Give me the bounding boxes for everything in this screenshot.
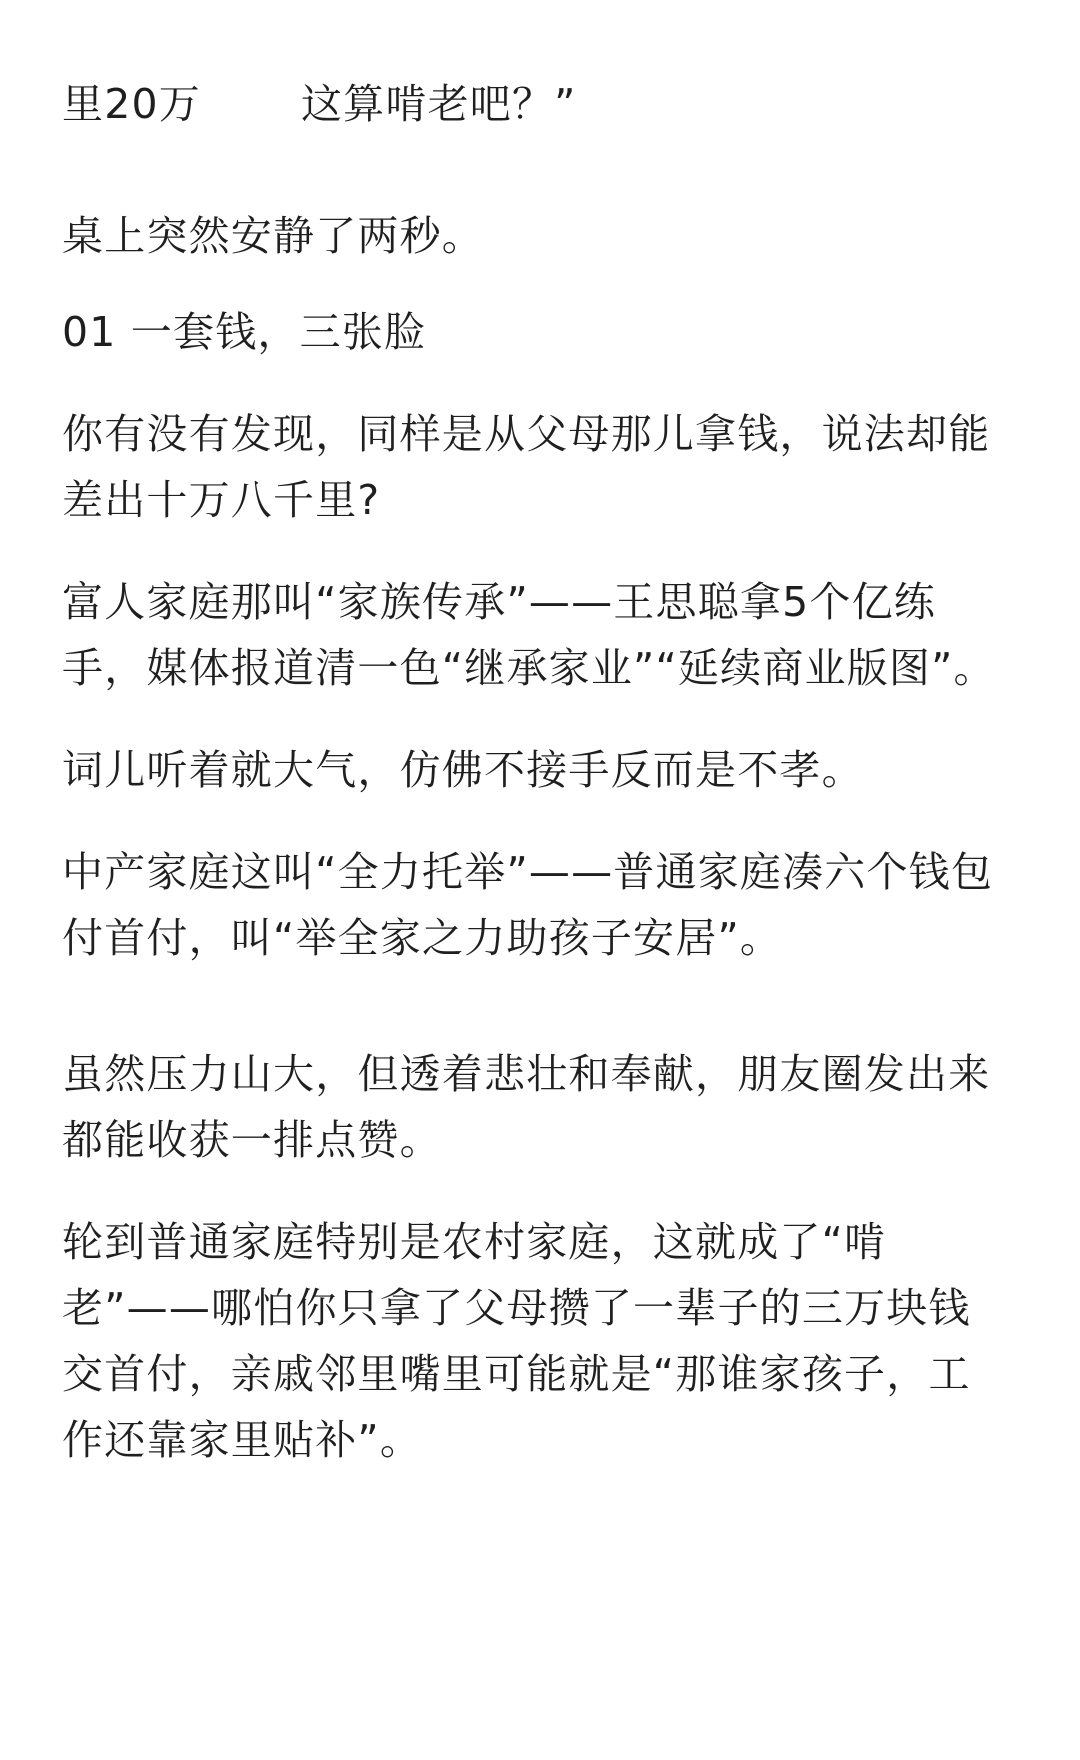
text-line: 虽然压力山大，但透着悲壮和奉献，朋友圈发出来 xyxy=(62,1050,991,1098)
text-fragment: 这算啃老吧？” xyxy=(300,80,577,128)
text-line: 都能收获一排点赞。 xyxy=(62,1116,442,1164)
text-line: 手，媒体报道清一色“继承家业”“延续商业版图”。 xyxy=(62,644,996,692)
text-line: 词儿听着就大气，仿佛不接手反而是不孝。 xyxy=(62,746,864,794)
text-line: 付首付，叫“举全家之力助孩子安居”。 xyxy=(62,914,783,962)
text-line: 老”——哪怕你只拿了父母攒了一辈子的三万块钱 xyxy=(62,1284,971,1332)
text-line: 轮到普通家庭特别是农村家庭，这就成了“啃 xyxy=(62,1218,887,1266)
text-line: 差出十万八千里? xyxy=(62,476,381,524)
section-heading: 01 一套钱，三张脸 xyxy=(62,308,427,356)
text-line: 交首付，亲戚邻里嘴里可能就是“那谁家孩子，工 xyxy=(62,1350,971,1398)
text-line xyxy=(62,80,577,128)
text-fragment: 里20万 xyxy=(62,80,201,128)
text-line: 富人家庭那叫“家族传承”——王思聪拿5个亿练 xyxy=(62,578,936,626)
text-line: 作还靠家里贴补”。 xyxy=(62,1416,423,1464)
text-line: 你有没有发现，同样是从父母那儿拿钱，说法却能 xyxy=(62,410,991,458)
redacted-area xyxy=(207,86,295,122)
text-line: 桌上突然安静了两秒。 xyxy=(62,212,484,260)
text-line: 中产家庭这叫“全力托举”——普通家庭凑六个钱包 xyxy=(62,848,994,896)
